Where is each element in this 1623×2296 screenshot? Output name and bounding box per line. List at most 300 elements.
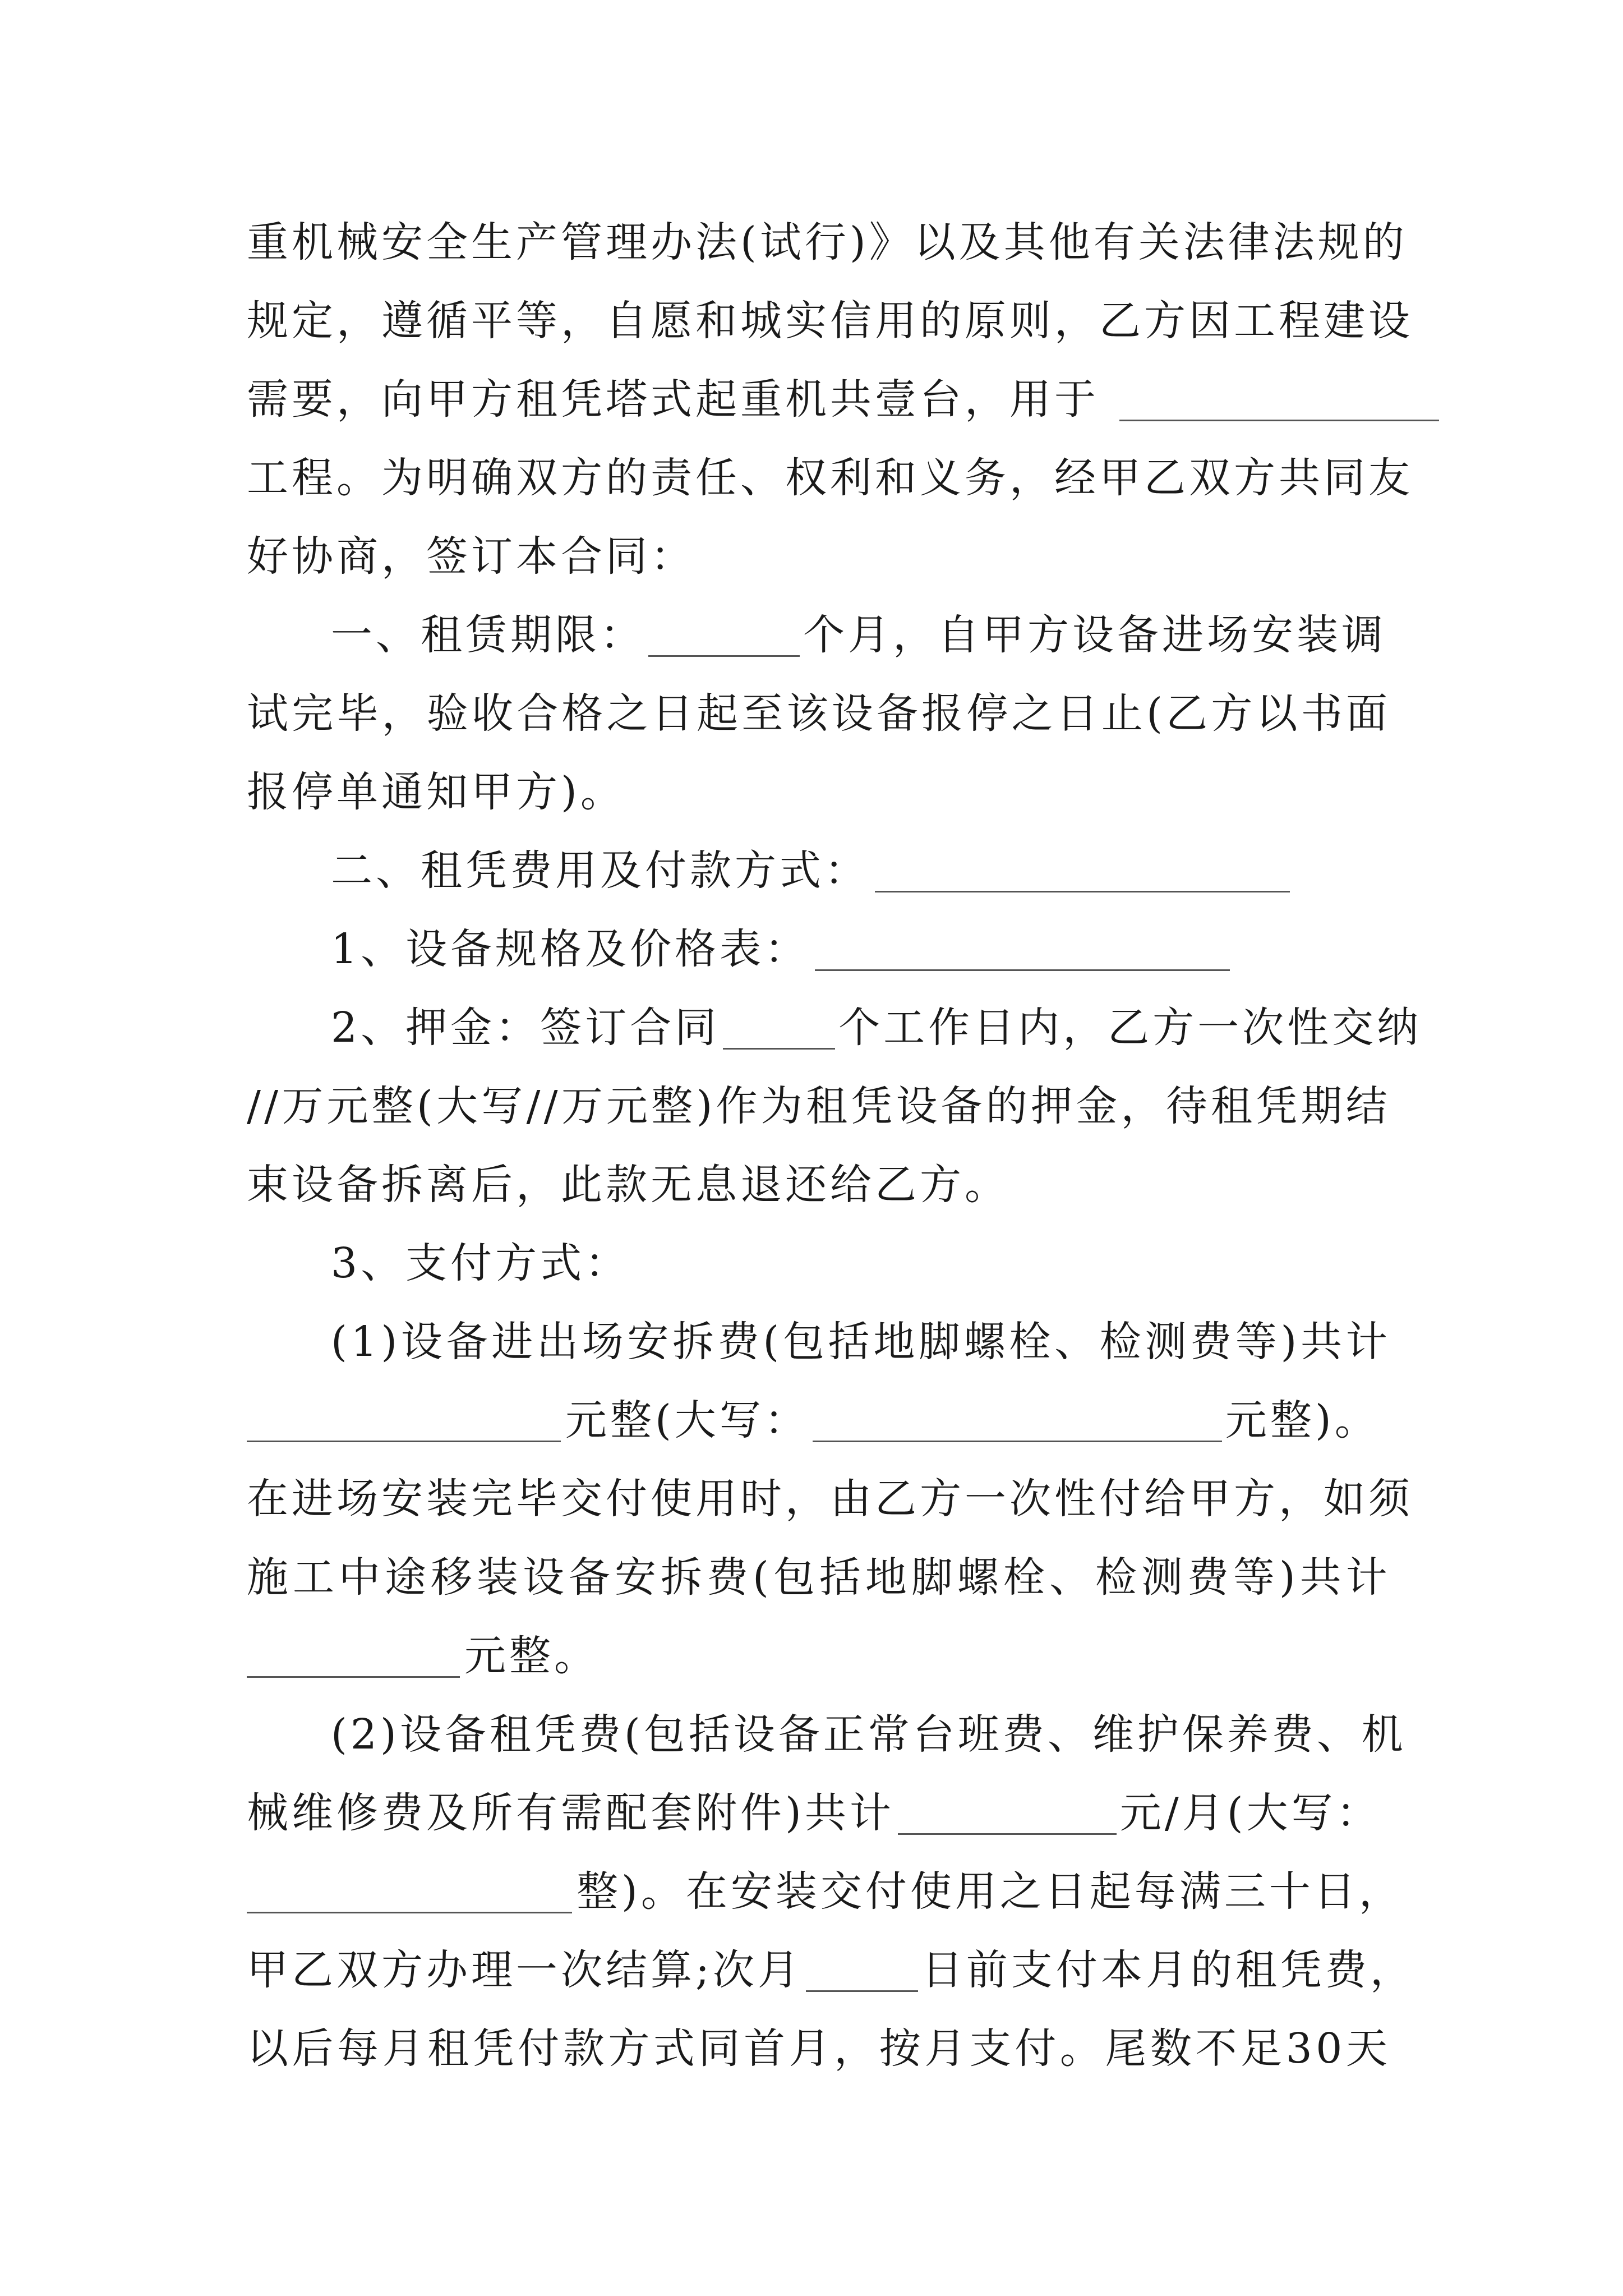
glyph: ( bbox=[740, 218, 760, 266]
glyph: 以 bbox=[914, 218, 959, 266]
glyph: 设 bbox=[400, 1318, 446, 1366]
glyph: 械 bbox=[336, 218, 381, 266]
glyph: 首 bbox=[744, 2024, 789, 2073]
paragraph-line bbox=[331, 596, 1391, 674]
glyph: 方 bbox=[1211, 689, 1256, 738]
glyph: 交 bbox=[561, 1475, 606, 1523]
glyph: 城 bbox=[740, 297, 785, 345]
glyph: 1 bbox=[351, 1318, 381, 1366]
glyph: 租 bbox=[806, 1082, 851, 1130]
glyph: 每 bbox=[337, 2024, 382, 2073]
glyph: 进 bbox=[292, 1475, 336, 1523]
paragraph-line bbox=[331, 988, 1422, 1067]
text-run: 需要，向甲方租凭塔式起重机共壹台，用于 bbox=[247, 375, 1099, 424]
paragraph-line bbox=[247, 517, 1391, 596]
glyph: ( bbox=[416, 1082, 436, 1130]
glyph: 备 bbox=[778, 1710, 823, 1759]
paragraph-line bbox=[247, 360, 1391, 439]
glyph: 安 bbox=[381, 1475, 426, 1523]
glyph: 计 bbox=[1345, 1318, 1391, 1366]
glyph: 行 bbox=[804, 218, 850, 266]
paragraph-line bbox=[247, 2009, 1391, 2088]
glyph: 。 bbox=[1059, 2024, 1105, 2073]
glyph: 结 bbox=[1345, 1082, 1391, 1130]
glyph: 包 bbox=[643, 1710, 689, 1759]
text-run: 元/月(大写： bbox=[1119, 1789, 1381, 1837]
glyph: 给 bbox=[1144, 1475, 1189, 1523]
glyph: 安 bbox=[615, 1553, 660, 1602]
text-run bbox=[331, 1303, 1391, 1381]
glyph: 待 bbox=[1165, 1082, 1211, 1130]
text-run: 元整)。 bbox=[1225, 1396, 1380, 1444]
glyph: 养 bbox=[1227, 1710, 1272, 1759]
glyph: ) bbox=[1280, 1318, 1301, 1366]
glyph: / bbox=[247, 1082, 264, 1130]
glyph: 及 bbox=[958, 218, 1004, 266]
glyph: 建 bbox=[1324, 297, 1368, 345]
paragraph-line bbox=[247, 1852, 1404, 1931]
fill-in-blank[interactable] bbox=[875, 891, 1290, 892]
glyph: 方 bbox=[920, 1475, 965, 1523]
glyph: 等 bbox=[1233, 1553, 1278, 1602]
glyph: 律 bbox=[1228, 218, 1273, 266]
glyph: 为 bbox=[381, 454, 426, 502]
glyph: 毕 bbox=[336, 689, 382, 738]
glyph: 法 bbox=[1183, 218, 1228, 266]
glyph: 乙 bbox=[1144, 454, 1189, 502]
glyph: 安 bbox=[627, 1318, 672, 1366]
glyph: 凭 bbox=[534, 1710, 579, 1759]
text-run: 好协商，签订本合同： bbox=[247, 532, 695, 581]
glyph: 费 bbox=[707, 1553, 751, 1602]
glyph: 不 bbox=[1195, 2024, 1241, 2073]
glyph: 押 bbox=[1031, 1082, 1076, 1130]
glyph: 脚 bbox=[911, 1553, 956, 1602]
fill-in-blank[interactable] bbox=[648, 655, 800, 657]
glyph: / bbox=[543, 1082, 561, 1130]
glyph: 停 bbox=[966, 689, 1012, 738]
glyph: 正 bbox=[823, 1710, 868, 1759]
text-run bbox=[247, 2009, 1391, 2088]
glyph: ( bbox=[753, 1553, 772, 1602]
glyph: 双 bbox=[1189, 454, 1234, 502]
paragraph-line bbox=[247, 203, 1408, 282]
text-run: 二、租凭费用及付款方式： bbox=[331, 846, 869, 895]
glyph: 甲 bbox=[1189, 1475, 1234, 1523]
paragraph-line bbox=[247, 1774, 1391, 1852]
glyph: 中 bbox=[339, 1553, 384, 1602]
fill-in-blank[interactable] bbox=[247, 1912, 572, 1913]
glyph: 凭 bbox=[1256, 1082, 1301, 1130]
glyph: 的 bbox=[1362, 218, 1408, 266]
glyph: 乙 bbox=[1166, 689, 1211, 738]
glyph: 格 bbox=[561, 689, 607, 738]
glyph: 程 bbox=[292, 454, 336, 502]
glyph: 因 bbox=[1189, 297, 1234, 345]
glyph: 循 bbox=[426, 297, 471, 345]
glyph: 数 bbox=[1150, 2024, 1195, 2073]
glyph: 月 bbox=[789, 2024, 834, 2073]
glyph: 元 bbox=[606, 1082, 652, 1130]
fill-in-blank[interactable] bbox=[723, 1048, 835, 1050]
glyph: 施 bbox=[247, 1553, 292, 1602]
glyph: 程 bbox=[1279, 297, 1324, 345]
glyph: 次 bbox=[1009, 1475, 1054, 1523]
text-run bbox=[247, 439, 1413, 517]
glyph: 、 bbox=[1316, 1710, 1362, 1759]
glyph: 验 bbox=[426, 689, 472, 738]
glyph: 设 bbox=[896, 1082, 941, 1130]
fill-in-blank[interactable] bbox=[247, 1441, 561, 1442]
glyph: 的 bbox=[920, 297, 965, 345]
glyph: 大 bbox=[436, 1082, 482, 1130]
glyph: 在 bbox=[247, 1475, 292, 1523]
glyph: 方 bbox=[1234, 454, 1279, 502]
glyph: 规 bbox=[247, 297, 292, 345]
glyph: 支 bbox=[969, 2024, 1015, 2073]
glyph: 规 bbox=[1317, 218, 1363, 266]
paragraph-line bbox=[331, 1695, 1407, 1774]
glyph: 检 bbox=[1099, 1318, 1145, 1366]
glyph: 平 bbox=[471, 297, 516, 345]
glyph: 之 bbox=[1011, 689, 1057, 738]
glyph: 款 bbox=[562, 2024, 608, 2073]
glyph: 日 bbox=[651, 689, 697, 738]
text-run: 日前支付本月的租凭费， bbox=[921, 1946, 1415, 1994]
glyph: 栓 bbox=[1003, 1553, 1048, 1602]
glyph: 用 bbox=[695, 1475, 740, 1523]
paragraph-line bbox=[331, 1224, 1391, 1303]
glyph: 途 bbox=[385, 1553, 430, 1602]
paragraph-line bbox=[247, 1067, 1391, 1145]
glyph: 产 bbox=[516, 218, 561, 266]
paragraph-line bbox=[247, 1538, 1391, 1617]
glyph: 装 bbox=[477, 1553, 522, 1602]
text-run: 报停单通知甲方)。 bbox=[247, 768, 625, 816]
glyph: 管 bbox=[561, 218, 606, 266]
glyph: 费 bbox=[1187, 1553, 1232, 1602]
glyph: 经 bbox=[1054, 454, 1099, 502]
glyph: 遵 bbox=[381, 297, 426, 345]
glyph: 费 bbox=[717, 1318, 763, 1366]
glyph: 、 bbox=[740, 454, 785, 502]
glyph: 护 bbox=[1137, 1710, 1182, 1759]
glyph: 设 bbox=[1368, 297, 1413, 345]
text-run: 一、租赁期限： bbox=[331, 611, 645, 659]
glyph: 括 bbox=[828, 1318, 873, 1366]
glyph: 法 bbox=[1272, 218, 1318, 266]
glyph: ) bbox=[849, 218, 869, 266]
glyph: 书 bbox=[1301, 689, 1346, 738]
text-run: 甲乙双方办理一次结算;次月 bbox=[247, 1946, 803, 1994]
paragraph-line bbox=[247, 1381, 1391, 1460]
text-run bbox=[331, 1695, 1407, 1774]
glyph: 机 bbox=[1361, 1710, 1407, 1759]
glyph: 付 bbox=[1015, 2024, 1060, 2073]
glyph: 任 bbox=[695, 454, 740, 502]
paragraph-line bbox=[247, 282, 1413, 360]
glyph: 整 bbox=[371, 1082, 417, 1130]
glyph: 自 bbox=[606, 297, 651, 345]
glyph: 全 bbox=[426, 218, 471, 266]
glyph: 须 bbox=[1368, 1475, 1413, 1523]
fill-in-blank[interactable] bbox=[815, 969, 1230, 971]
glyph: 备 bbox=[876, 689, 921, 738]
text-run bbox=[247, 282, 1413, 360]
glyph: 元 bbox=[326, 1082, 372, 1130]
text-run: 整)。在安装交付使用之日起每满三十日， bbox=[577, 1867, 1404, 1916]
glyph: 地 bbox=[873, 1318, 919, 1366]
glyph: 的 bbox=[985, 1082, 1031, 1130]
glyph: 后 bbox=[292, 2024, 337, 2073]
glyph: 费 bbox=[1190, 1318, 1235, 1366]
glyph: 月 bbox=[382, 2024, 427, 2073]
glyph: 则 bbox=[1009, 297, 1054, 345]
glyph: 乙 bbox=[1099, 297, 1144, 345]
glyph: 止 bbox=[1101, 689, 1146, 738]
glyph: 的 bbox=[606, 454, 651, 502]
glyph: ) bbox=[1279, 1553, 1299, 1602]
text-run: 个月，自甲方设备进场安装调 bbox=[803, 611, 1386, 659]
glyph: 有 bbox=[1093, 218, 1138, 266]
glyph: 如 bbox=[1324, 1475, 1368, 1523]
glyph: 生 bbox=[471, 218, 516, 266]
glyph: 起 bbox=[697, 689, 742, 738]
glyph: / bbox=[264, 1082, 282, 1130]
paragraph-line bbox=[247, 674, 1391, 753]
glyph: 由 bbox=[830, 1475, 875, 1523]
text-run: 元整(大写： bbox=[565, 1396, 809, 1444]
glyph: 务 bbox=[965, 454, 1009, 502]
glyph: 友 bbox=[1368, 454, 1413, 502]
glyph: / bbox=[526, 1082, 544, 1130]
text-run: 束设备拆离后，此款无息退还给乙方。 bbox=[247, 1161, 1009, 1209]
glyph: 括 bbox=[688, 1710, 734, 1759]
glyph: ， bbox=[834, 2024, 879, 2073]
glyph: 其 bbox=[1003, 218, 1049, 266]
glyph: 工 bbox=[1234, 297, 1279, 345]
glyph: 备 bbox=[940, 1082, 986, 1130]
glyph: ) bbox=[380, 1710, 400, 1759]
text-run bbox=[247, 1067, 1391, 1145]
glyph: ， bbox=[1054, 297, 1099, 345]
glyph: 费 bbox=[1271, 1710, 1317, 1759]
glyph: ， bbox=[785, 1475, 830, 1523]
paragraph-line bbox=[247, 1617, 1391, 1695]
glyph: 毕 bbox=[516, 1475, 561, 1523]
glyph: 测 bbox=[1145, 1318, 1190, 1366]
glyph: 设 bbox=[523, 1553, 568, 1602]
glyph: 同 bbox=[1324, 454, 1368, 502]
glyph: 他 bbox=[1048, 218, 1094, 266]
glyph: 、 bbox=[1049, 1553, 1094, 1602]
text-run: 1、设备规格及价格表： bbox=[331, 925, 810, 973]
glyph: 为 bbox=[760, 1082, 806, 1130]
glyph: 至 bbox=[741, 689, 787, 738]
glyph: 天 bbox=[1345, 2024, 1391, 2073]
text-run: 械维修费及所有需配套附件)共计 bbox=[247, 1789, 895, 1837]
glyph: 出 bbox=[536, 1318, 582, 1366]
paragraph-line bbox=[331, 910, 1391, 988]
glyph: 利 bbox=[830, 454, 875, 502]
glyph: 试 bbox=[759, 218, 805, 266]
text-run: 个工作日内，乙方一次性交纳 bbox=[838, 1004, 1422, 1052]
glyph: 定 bbox=[292, 297, 336, 345]
glyph: 保 bbox=[1182, 1710, 1227, 1759]
glyph: 权 bbox=[785, 454, 830, 502]
glyph: 时 bbox=[740, 1475, 785, 1523]
glyph: 费 bbox=[1002, 1710, 1048, 1759]
glyph: 确 bbox=[471, 454, 516, 502]
glyph: 备 bbox=[446, 1318, 491, 1366]
text-run bbox=[247, 203, 1408, 282]
glyph: 同 bbox=[698, 2024, 744, 2073]
glyph: 栓 bbox=[1009, 1318, 1054, 1366]
fill-in-blank[interactable] bbox=[806, 1990, 918, 1992]
paragraph-line bbox=[247, 1931, 1415, 2009]
glyph: 场 bbox=[582, 1318, 627, 1366]
glyph: 万 bbox=[282, 1082, 327, 1130]
glyph: 收 bbox=[472, 689, 517, 738]
glyph: ( bbox=[1146, 689, 1166, 738]
glyph: 检 bbox=[1095, 1553, 1140, 1602]
fill-in-blank[interactable] bbox=[1119, 420, 1439, 421]
glyph: 面 bbox=[1345, 689, 1391, 738]
glyph: 以 bbox=[247, 2024, 292, 2073]
glyph: 期 bbox=[1301, 1082, 1346, 1130]
glyph: 写 bbox=[481, 1082, 527, 1130]
text-run: 元整。 bbox=[464, 1632, 599, 1680]
glyph: 该 bbox=[786, 689, 832, 738]
glyph: 括 bbox=[819, 1553, 864, 1602]
glyph: 方 bbox=[608, 2024, 653, 2073]
glyph: 工 bbox=[293, 1553, 338, 1602]
glyph: 金 bbox=[1076, 1082, 1121, 1130]
glyph: 按 bbox=[879, 2024, 924, 2073]
glyph: 原 bbox=[965, 297, 1009, 345]
glyph: 租 bbox=[489, 1710, 534, 1759]
glyph: 等 bbox=[1235, 1318, 1280, 1366]
glyph: 共 bbox=[1301, 1318, 1346, 1366]
glyph: 地 bbox=[865, 1553, 910, 1602]
glyph: 设 bbox=[831, 689, 877, 738]
glyph: 方 bbox=[1144, 297, 1189, 345]
glyph: ) bbox=[696, 1082, 716, 1130]
paragraph-line bbox=[247, 1145, 1391, 1224]
glyph: 双 bbox=[516, 454, 561, 502]
glyph: 合 bbox=[517, 689, 562, 738]
glyph: 备 bbox=[444, 1710, 490, 1759]
glyph: 作 bbox=[716, 1082, 761, 1130]
fill-in-blank[interactable] bbox=[898, 1833, 1117, 1835]
glyph: 拆 bbox=[672, 1318, 718, 1366]
fill-in-blank[interactable] bbox=[813, 1441, 1222, 1442]
glyph: 维 bbox=[1092, 1710, 1137, 1759]
glyph: ， bbox=[336, 297, 381, 345]
glyph: 以 bbox=[1256, 689, 1301, 738]
text-run bbox=[247, 1538, 1391, 1617]
glyph: 报 bbox=[921, 689, 967, 738]
glyph: 包 bbox=[773, 1553, 818, 1602]
glyph: ， bbox=[1279, 1475, 1324, 1523]
glyph: 付 bbox=[1099, 1475, 1144, 1523]
glyph: 进 bbox=[491, 1318, 537, 1366]
text-run: 2、押金：签订合同 bbox=[331, 1004, 720, 1052]
glyph: 完 bbox=[471, 1475, 516, 1523]
fill-in-blank[interactable] bbox=[247, 1676, 460, 1678]
glyph: 一 bbox=[965, 1475, 1009, 1523]
glyph: 共 bbox=[1279, 454, 1324, 502]
paragraph-line bbox=[331, 1303, 1391, 1381]
paragraph-line bbox=[247, 1460, 1413, 1538]
glyph: 尾 bbox=[1105, 2024, 1150, 2073]
glyph: 明 bbox=[426, 454, 471, 502]
glyph: 共 bbox=[1299, 1553, 1345, 1602]
glyph: 租 bbox=[1210, 1082, 1256, 1130]
glyph: 和 bbox=[695, 297, 740, 345]
glyph: 设 bbox=[733, 1710, 778, 1759]
glyph: 、 bbox=[1047, 1710, 1092, 1759]
glyph: 螺 bbox=[957, 1553, 1002, 1602]
glyph: 用 bbox=[875, 297, 920, 345]
glyph: 试 bbox=[247, 689, 292, 738]
glyph: 螺 bbox=[963, 1318, 1009, 1366]
paragraph-line bbox=[331, 831, 1391, 910]
glyph: ， bbox=[1009, 454, 1054, 502]
glyph: 等 bbox=[516, 297, 561, 345]
glyph: 2 bbox=[350, 1710, 380, 1759]
glyph: 。 bbox=[336, 454, 381, 502]
glyph: 测 bbox=[1141, 1553, 1186, 1602]
glyph: 凭 bbox=[472, 2024, 518, 2073]
glyph: 重 bbox=[247, 218, 292, 266]
glyph: 方 bbox=[561, 454, 606, 502]
glyph: 整 bbox=[651, 1082, 697, 1130]
glyph: ， bbox=[1121, 1082, 1166, 1130]
glyph: 班 bbox=[957, 1710, 1003, 1759]
paragraph-line bbox=[247, 753, 1391, 831]
glyph: 台 bbox=[912, 1710, 958, 1759]
glyph: ( bbox=[624, 1710, 644, 1759]
glyph: 》 bbox=[869, 218, 914, 266]
glyph: 和 bbox=[875, 454, 920, 502]
glyph: 法 bbox=[695, 218, 740, 266]
glyph: 备 bbox=[569, 1553, 614, 1602]
glyph: 责 bbox=[651, 454, 695, 502]
glyph: 机 bbox=[292, 218, 336, 266]
glyph: 凭 bbox=[851, 1082, 896, 1130]
glyph: 日 bbox=[1056, 689, 1101, 738]
glyph: 愿 bbox=[651, 297, 695, 345]
glyph: 安 bbox=[381, 218, 426, 266]
glyph: 式 bbox=[653, 2024, 698, 2073]
glyph: 包 bbox=[782, 1318, 828, 1366]
glyph: 实 bbox=[785, 297, 830, 345]
glyph: ， bbox=[561, 297, 606, 345]
glyph: 付 bbox=[518, 2024, 563, 2073]
glyph: 信 bbox=[830, 297, 875, 345]
glyph: 、 bbox=[1054, 1318, 1100, 1366]
text-run bbox=[247, 1460, 1413, 1538]
glyph: 办 bbox=[651, 218, 695, 266]
glyph: 付 bbox=[606, 1475, 651, 1523]
glyph: ( bbox=[331, 1318, 351, 1366]
text-run: 3、支付方式： bbox=[331, 1239, 630, 1287]
glyph: 完 bbox=[292, 689, 337, 738]
glyph: 3 bbox=[1285, 2024, 1316, 2073]
glyph: 工 bbox=[247, 454, 292, 502]
glyph: ， bbox=[381, 689, 427, 738]
